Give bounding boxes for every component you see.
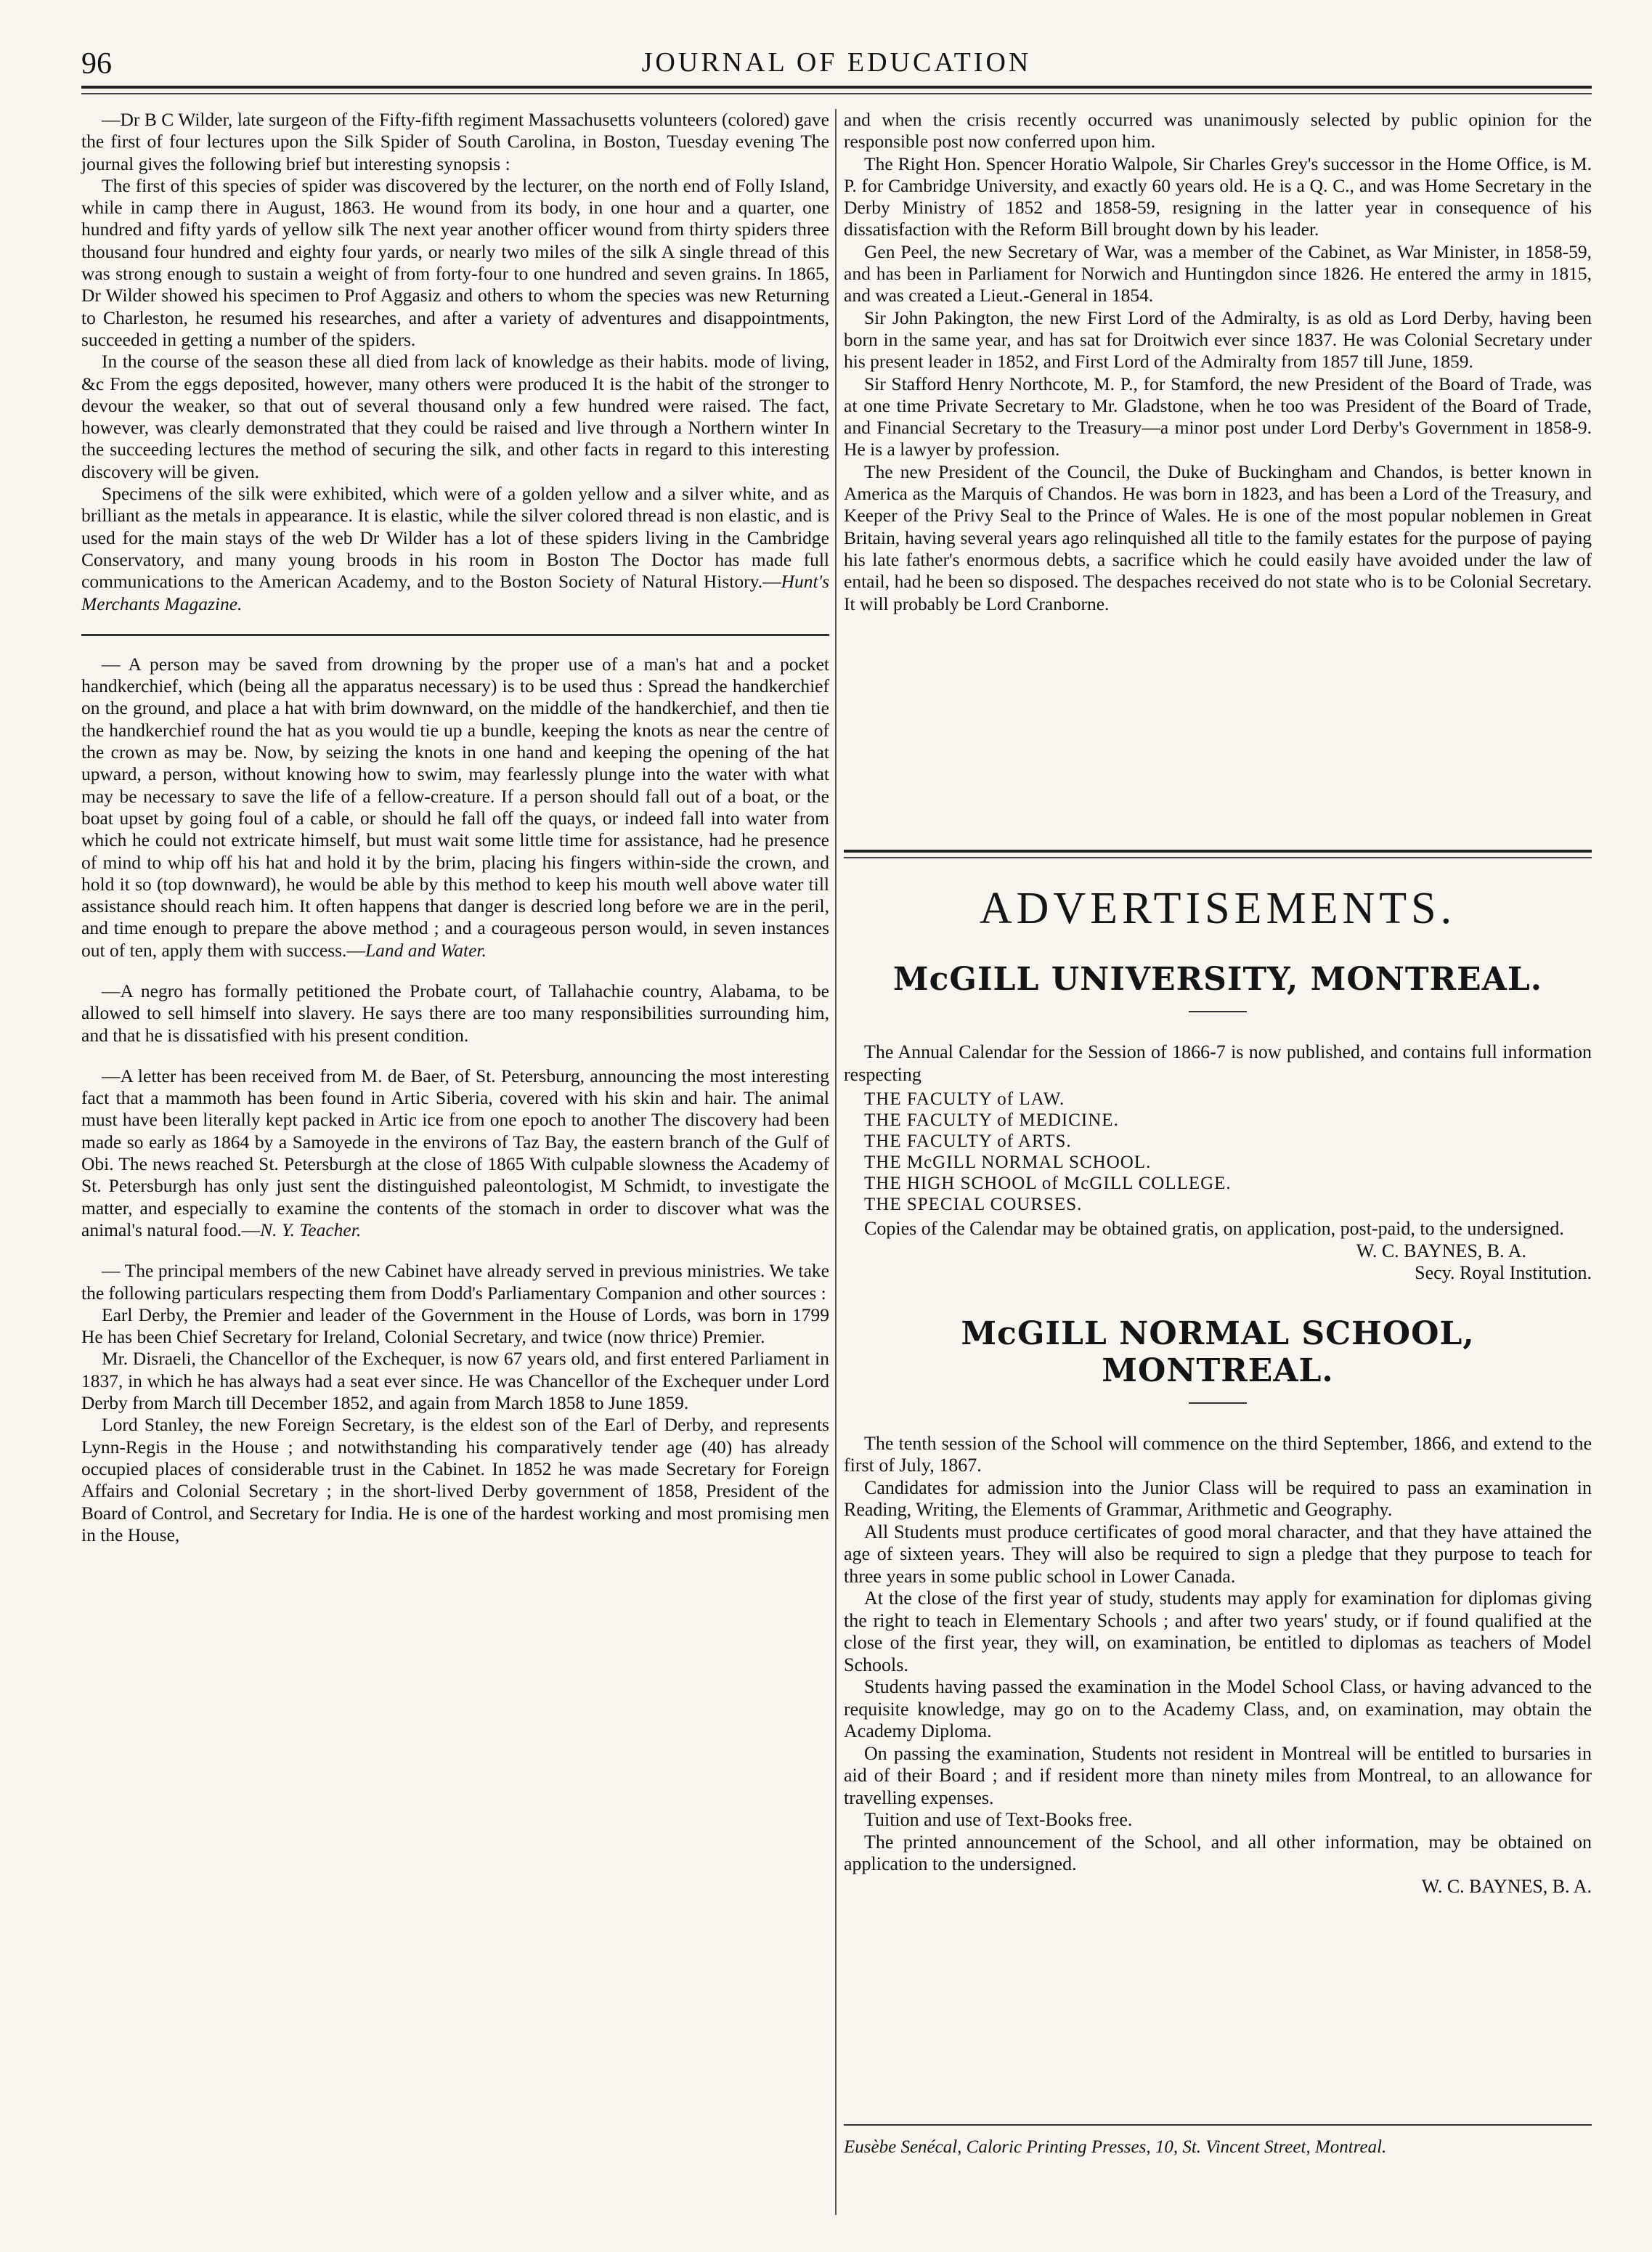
page-header	[81, 36, 1592, 87]
paragraph: Sir John Pakington, the new First Lord of the Admiralty, is as old as Lord Derby, having been born in the same year, and has sat for Droitwich ever since 1837. He was Colonial Secretary under his present leader in 1852, and First Lord of the Admiralty from 1857 till June, 1859.	[844, 306, 1592, 373]
paragraph-text: Specimens of the silk were exhibited, which were of a golden yellow and a silver white, and as brilliant as the metals in appearance. It is elastic, while the silver colored thread is non elastic, and is used for the main stays of the web Dr Wilder has a lot of these spiders living in the Cambridge Conservatory, and many young broods in his room in Boston The Doctor has made full communications to the American Academy, and to the Boston Society of Natural History.—	[81, 483, 829, 593]
right-column	[844, 109, 1592, 634]
ad-body	[844, 1433, 1592, 1898]
paragraph: Earl Derby, the Premier and leader of the Government in the House of Lords, was born in 1799 He has been Chief Secretary for Ireland, Colonial Secretary, and twice (now thrice) Premier.	[81, 1304, 829, 1348]
signature-name: W. C. BAYNES, B. A.	[1356, 1240, 1526, 1261]
paragraph: All Students must produce certificates of good moral character, and that they have attained the age of sixteen years. They will also be required to sign a pledge that they purpose to teach for three years in some public school in Lower Canada.	[844, 1521, 1592, 1587]
paragraph: The new President of the Council, the Duke of Buckingham and Chandos, is better known in America as the Marquis of Chandos. He was born in 1823, and has been a Lord of the Treasury, and Keeper of the Privy Seal to the Prince of Wales. He is one of the most popular noblemen in Great Britain, having several years ago relinquished all title to the family estates for the purpose of paying his late father's enormous debts, a sacrifice which he could easily have avoided under the law of entail, had he been so disposed. The despaches received do not state who is to be Colonial Secretary. It will probably be Lord Cranborne.	[844, 460, 1592, 614]
left-column	[81, 109, 829, 1565]
list-item: THE HIGH SCHOOL of McGILL COLLEGE.	[864, 1174, 1232, 1193]
faculty-list	[844, 1089, 1592, 1215]
ad-body	[844, 1041, 1592, 1285]
advertisements-heading: ADVERTISEMENTS.	[979, 884, 1457, 933]
article-silk-spider	[81, 109, 829, 615]
ads-rule-thin	[844, 857, 1592, 858]
page-number: 96	[81, 47, 112, 81]
short-rule	[1189, 1011, 1247, 1012]
article-separator	[81, 634, 829, 636]
signature-title: Secy. Royal Institution.	[1415, 1262, 1592, 1283]
ad-heading: McGILL UNIVERSITY, MONTREAL.	[892, 961, 1543, 998]
paragraph: Tuition and use of Text-Books free.	[864, 1809, 1133, 1830]
ad-heading: McGILL NORMAL SCHOOL, MONTREAL.	[961, 1314, 1475, 1389]
source-credit: N. Y. Teacher.	[260, 1219, 362, 1240]
paragraph: Candidates for admission into the Junior Class will be required to pass an examination in Reading, Writing, the Elements of Grammar, Arithmetic and Geography.	[844, 1476, 1592, 1520]
header-rule-thin	[81, 93, 1592, 94]
paragraph: The Right Hon. Spencer Horatio Walpole, Sir Charles Grey's successor in the Home Office, is M. P. for Cambridge University, and exactly 60 years old. He is a Q. C., and was Home Secretary in the Derby Ministry of 1852 and 1858-59, resigning in the latter year in consequence of his dissatisfaction with the Reform Bill brought down by his leader.	[844, 153, 1592, 240]
paragraph: Gen Peel, the new Secretary of War, was a member of the Cabinet, as War Minister, in 1858-59, and has been in Parliament for Norwich and Huntingdon since 1826. He entered the army in 1815, and was created a Lieut.-General in 1854.	[844, 240, 1592, 306]
paragraph: Mr. Disraeli, the Chancellor of the Exchequer, is now 67 years old, and first entered Parliament in 1837, in which he has always had a seat ever since. He was Chancellor of the Exchequer under Lord Derby from March till December 1852, and again from March 1858 to June 1859.	[81, 1348, 829, 1414]
advertisements-section	[844, 850, 1592, 1898]
article-mammoth	[81, 1065, 829, 1241]
list-item: THE FACULTY of MEDICINE.	[864, 1110, 1119, 1130]
paragraph	[81, 483, 829, 615]
journal-title: JOURNAL OF EDUCATION	[641, 47, 1032, 78]
signature-name: W. C. BAYNES, B. A.	[1421, 1875, 1592, 1897]
source-credit: Land and Water.	[365, 939, 487, 961]
list-item: THE McGILL NORMAL SCHOOL.	[864, 1153, 1152, 1172]
article-drowning	[81, 654, 829, 962]
list-item: THE FACULTY of ARTS.	[864, 1131, 1072, 1151]
paragraph	[81, 1065, 829, 1241]
paragraph: The printed announcement of the School, and all other information, may be obtained on application to the undersigned.	[844, 1831, 1592, 1874]
spacer	[844, 1285, 1592, 1306]
header-rule-thick	[81, 86, 1592, 89]
paragraph: At the close of the first year of study, students may apply for examination for diplomas giving the right to teach in Elementary Schools ; and after two years' study, or if found qualified at the close of the first year, they will, on examination, be entitled to diplomas as teachers of Model Schools.	[844, 1588, 1592, 1675]
printer-imprint: Eusèbe Senécal, Caloric Printing Presses, 10, St. Vincent Street, Montreal.	[844, 2137, 1387, 2157]
paragraph: Lord Stanley, the new Foreign Secretary, is the eldest son of the Earl of Derby, and represents Lynn-Regis in the House ; and notwithstanding his comparatively tender age (40) has already occupied places of considerable trust in the Cabinet. In 1852 he was made Secretary for Foreign Affairs and Colonial Secretary ; in the short-lived Derby government of 1858, President of the Board of Control, and Secretary for India. He is one of the hardest working and most promising men in the House,	[81, 1414, 829, 1545]
article-cabinet-continued	[844, 109, 1592, 615]
paragraph: The tenth session of the School will commence on the third September, 1866, and extend to the first of July, 1867.	[844, 1432, 1592, 1476]
paragraph: —Dr B C Wilder, late surgeon of the Fifty-fifth regiment Massachusetts volunteers (colored) gave the first of four lectures upon the Silk Spider of South Carolina, in Boston, Tuesday evening The journal gives the following brief but interesting synopsis :	[81, 109, 829, 174]
article-negro-petition	[81, 980, 829, 1046]
paragraph: — The principal members of the new Cabinet have already served in previous ministries. We take the following particulars respecting them from Dodd's Parliamentary Companion and other sources :	[81, 1260, 829, 1304]
list-item: THE FACULTY of LAW.	[864, 1089, 1065, 1109]
paragraph-text: — A person may be saved from drowning by the proper use of a man's hat and a pocket handkerchief, which (being all the apparatus necessary) is to be used thus : Spread the handkerchief on the ground, and place a hat with brim downward, on the middle of the handkerchief, and then tie the handkerchief round the hat as you would tie up a bundle, keeping the knots as near the centre of the crown as may be. Now, by seizing the knots in one hand and keeping the opening of the hat upward, a person, without knowing how to swim, may fearlessly plunge into the water with what may be necessary to save the life of a fellow-creature. If a person should fall out of a boat, or the boat upset by going foul of a cable, or should he fall off the quays, or indeed fall into water from which he could not extricate himself, but must wait some little time for assistance, had he presence of mind to whip off his hat and hold it by the brim, placing his fingers within-side the crown, and hold it so (top downward), he would be able by this method to keep his mouth well above water till assistance should reach him. It often happens that danger is descried long before we are in the peril, and time enough to prepare the above method ; and a courageous person would, in seven instances out of ten, apply them with success.—	[81, 653, 829, 961]
paragraph: and when the crisis recently occurred was unanimously selected by public opinion for the responsible post now conferred upon him.	[844, 109, 1592, 153]
paragraph: The first of this species of spider was discovered by the lecturer, on the north end of Folly Island, while in camp there in August, 1863. He wound from its body, in one hour and a quarter, one hundred and fifty yards of yellow silk The next year another officer wound from thirty spiders three thousand four hundred and eighty four yards, or nearly two miles of the silk A single thread of this was strong enough to sustain a weight of from forty-four to one hundred and seven grains. In 1865, Dr Wilder showed his specimen to Prof Aggasiz and others to whom the species was new Returning to Charleston, he resumed his researches, and after a variety of adventures and disappointments, succeeded in getting a number of the spiders.	[81, 174, 829, 350]
short-rule	[1189, 1402, 1247, 1404]
paragraph: Sir Stafford Henry Northcote, M. P., for Stamford, the new President of the Board of Trade, was at one time Private Secretary to Mr. Gladstone, when he too was President of the Board of Trade, and Financial Secretary to the Treasury—a minor post under Lord Derby's Government in 1858-9. He is a lawyer by profession.	[844, 373, 1592, 460]
paragraph: Copies of the Calendar may be obtained gratis, on application, post-paid, to the undersigned.	[864, 1218, 1564, 1239]
paragraph: —A negro has formally petitioned the Probate court, of Tallahachie country, Alabama, to be allowed to sell himself into slavery. He says there are too many responsibilities surrounding him, and that he is dissatisfied with his present condition.	[81, 980, 829, 1046]
source-credit: Hunt's Merchants Magazine.	[81, 571, 829, 614]
list-item: THE SPECIAL COURSES.	[864, 1195, 1083, 1214]
paragraph: In the course of the season these all died from lack of knowledge as their habits. mode of living, &c From the eggs deposited, however, many others were produced It is the habit of the stronger to devour the weaker, so that out of several thousand only a few hundred were raised. The fact, however, was clearly demonstrated that they could be raised and live through a Northern winter In the succeeding lectures the method of securing the silk, and other facts in regard to this interesting discovery will be given.	[81, 351, 829, 482]
column-divider	[835, 109, 837, 2215]
paragraph: On passing the examination, Students not resident in Montreal will be entitled to bursaries in aid of their Board ; and if resident more than ninety miles from Montreal, to an allowance for travelling expenses.	[844, 1742, 1592, 1808]
paragraph: Students having passed the examination in the Model School Class, or having advanced to the requisite knowledge, may go on to the Academy Class, and, on examination, may obtain the Academy Diploma.	[844, 1676, 1592, 1741]
article-cabinet	[81, 1260, 829, 1546]
ad-mcgill-university	[844, 961, 1592, 1285]
ads-rule-thick	[844, 850, 1592, 853]
paragraph-text: —A letter has been received from M. de Baer, of St. Petersburg, announcing the most interesting fact that a mammoth has been found in Artic Siberia, covered with his skin and hair. The animal must have been literally kept packed in Artic ice from one epoch to another The discovery had been made so early as 1864 by a Samoyede in the environs of Taz Bay, the eastern branch of the Gulf of Obi. The news reached St. Petersburgh at the close of 1865 With culpable slowness the Academy of St. Petersburgh has only just sent the distinguished paleontologist, M Schmidt, to investigate the matter, and especially to examine the contents of the stomach in order to discover what was the animal's natural food.—	[81, 1065, 829, 1240]
paragraph: The Annual Calendar for the Session of 1866-7 is now published, and contains full information respecting	[844, 1041, 1592, 1085]
paragraph	[81, 654, 829, 962]
ad-mcgill-normal-school	[844, 1315, 1592, 1898]
footer-rule	[844, 2124, 1592, 2126]
